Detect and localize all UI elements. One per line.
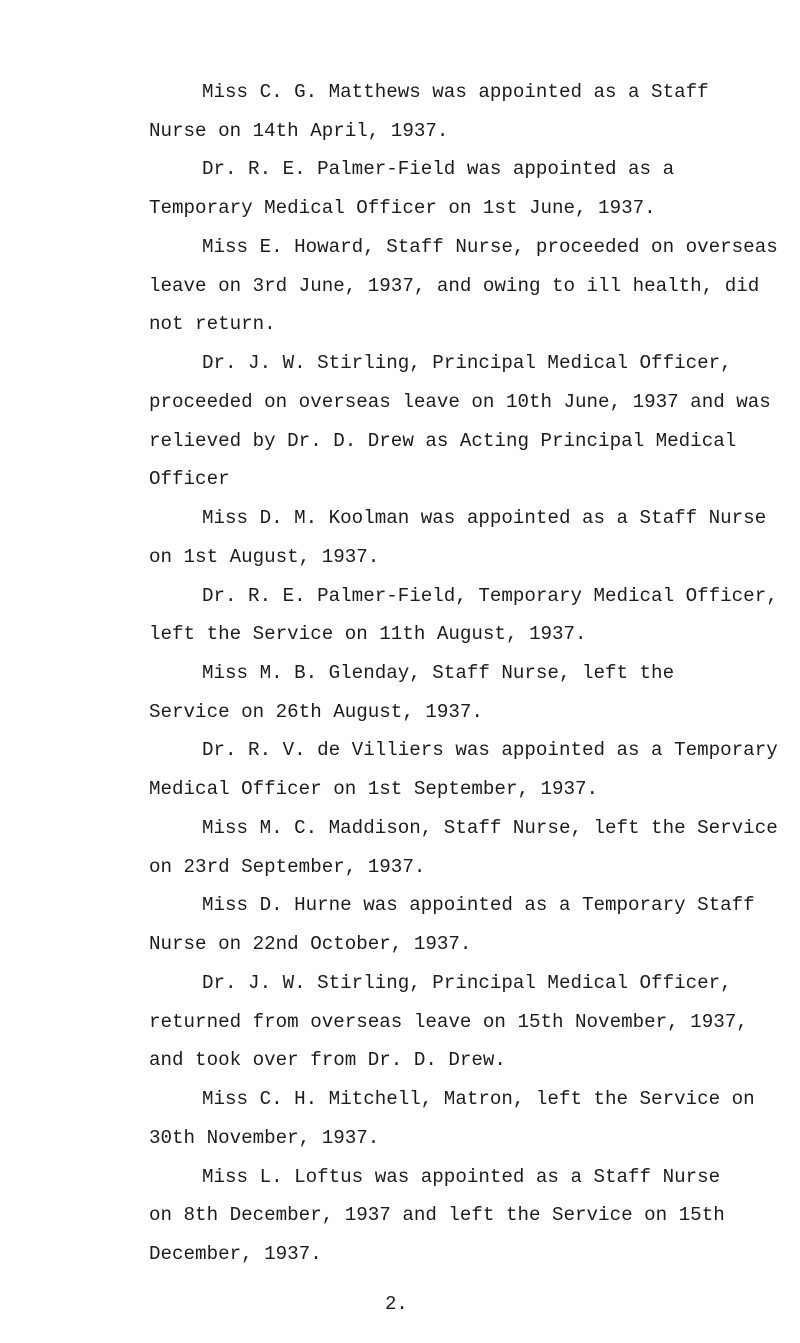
- text-line: Miss M. B. Glenday, Staff Nurse, left the: [202, 662, 675, 684]
- text-line: proceeded on overseas leave on 10th June, 1937 and was: [149, 391, 771, 413]
- text-line: Nurse on 22nd October, 1937.: [149, 933, 472, 955]
- text-line: Dr. R. V. de Villiers was appointed as a Temporary: [202, 739, 778, 761]
- text-line: Medical Officer on 1st September, 1937.: [149, 778, 599, 800]
- text-line: Miss D. M. Koolman was appointed as a Staff Nurse: [202, 507, 767, 529]
- text-line: on 23rd September, 1937.: [149, 856, 426, 878]
- text-line: not return.: [149, 313, 276, 335]
- text-line: Dr. J. W. Stirling, Principal Medical Officer,: [202, 352, 732, 374]
- text-line: Miss E. Howard, Staff Nurse, proceeded on overseas: [202, 236, 778, 258]
- text-line: left the Service on 11th August, 1937.: [149, 623, 587, 645]
- text-line: and took over from Dr. D. Drew.: [149, 1049, 506, 1071]
- text-line: on 8th December, 1937 and left the Service on 15th: [149, 1204, 725, 1226]
- text-line: on 1st August, 1937.: [149, 546, 380, 568]
- text-line: Dr. J. W. Stirling, Principal Medical Officer,: [202, 972, 732, 994]
- text-line: Temporary Medical Officer on 1st June, 1937.: [149, 197, 656, 219]
- text-line: 30th November, 1937.: [149, 1127, 380, 1149]
- text-line: Miss M. C. Maddison, Staff Nurse, left the Service: [202, 817, 778, 839]
- text-line: Dr. R. E. Palmer-Field was appointed as a: [202, 158, 675, 180]
- text-line: leave on 3rd June, 1937, and owing to ill health, did: [149, 275, 760, 297]
- page-number: 2.: [385, 1293, 408, 1315]
- text-line: Miss C. H. Mitchell, Matron, left the Service on: [202, 1088, 755, 1110]
- text-line: Miss D. Hurne was appointed as a Temporary Staff: [202, 894, 755, 916]
- text-line: Miss L. Loftus was appointed as a Staff Nurse: [202, 1166, 721, 1188]
- text-line: Service on 26th August, 1937.: [149, 701, 483, 723]
- text-line: Dr. R. E. Palmer-Field, Temporary Medical Officer,: [202, 585, 778, 607]
- text-line: December, 1937.: [149, 1243, 322, 1265]
- text-line: Nurse on 14th April, 1937.: [149, 120, 449, 142]
- text-line: Miss C. G. Matthews was appointed as a Staff: [202, 81, 709, 103]
- text-line: relieved by Dr. D. Drew as Acting Principal Medical: [149, 430, 737, 452]
- text-line: returned from overseas leave on 15th November, 1937,: [149, 1011, 748, 1033]
- text-line: Officer: [149, 468, 230, 490]
